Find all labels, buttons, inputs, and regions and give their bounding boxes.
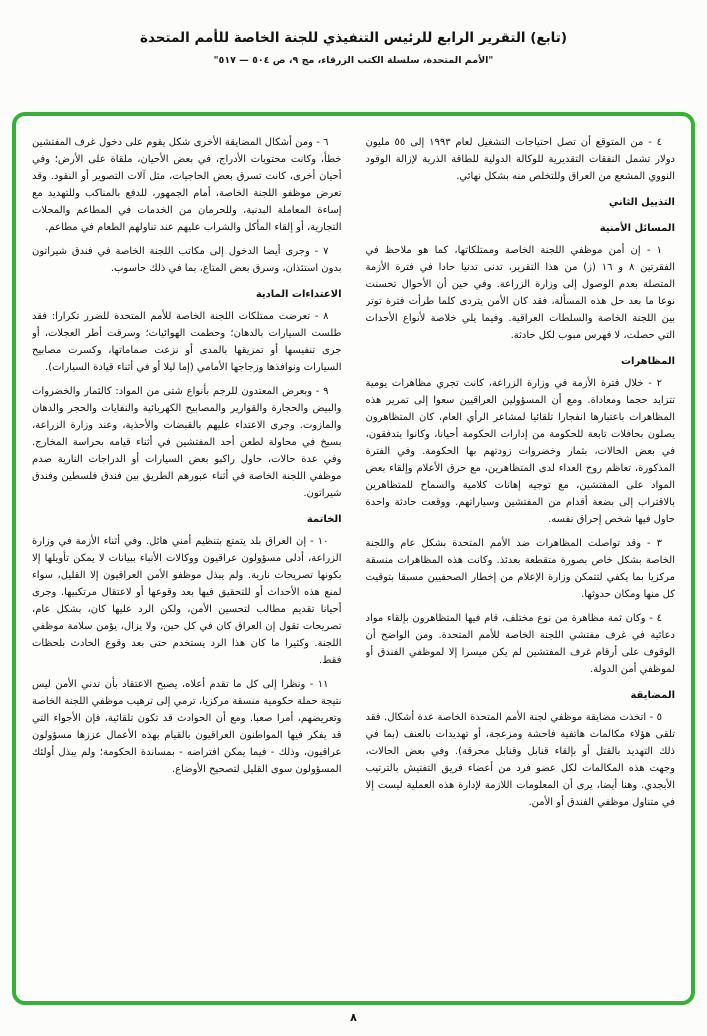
left-column: [32, 134, 342, 987]
page-number: ٨: [350, 1011, 357, 1024]
body-paragraph: ٩ - وبعرض المعتدون للرجم بأنواع شتى من المواد: كالثمار والخضروات والبيض والحجارة والقوارير والمصابيح الكهربائية والنفايات والحجر والدهان والمازوت. وجرى الاعتداء عليهم بالقبضات والأحذية، وعند وزارة الزراعة، بسيخ في محاولة لطعن أحد المفتشين في أثناء قيامه بحراسة المخارج. وفي عدة حالات، حاول راكبو بعض السيارات أو الدراجات النارية صدم موظفي اللجنة الخاصة في أثناء عبورهم الطريق بين فندق فلسطين وفندق شيراتون.: [32, 386, 342, 499]
body-paragraph: ٤ - وكان ثمة مظاهرة من نوع مختلف، قام فيها المتظاهرون بإلقاء مواد دعائية في غرف مفتشي اللجنة الخاصة للأمم المتحدة. ومن الواضح أن الوقوف على أرقام غرف المفتشين لم يكن ميسرا إلا لموظفي الفندق أو لموظفي أمن الدولة.: [365, 613, 675, 675]
section-heading: الاعتداءات المادية: [255, 289, 342, 300]
two-column-layout: [32, 134, 675, 987]
body-paragraph: ٣ - وقد تواصلت المظاهرات ضد الأمم المتحدة بشكل عام واللجنة الخاصة بشكل خاص بصورة متقطعة بعدئذ. وكانت هذه المظاهرات منسقة مركزيا بما يكفي لتتمكن وزارة الإعلام من إخطار الصحفيين مسبقا بتوقيت كل منها ومكان حدوثها.: [365, 538, 675, 600]
body-paragraph: ٦ - ومن أشكال المضايقة الأخرى شكل يقوم على دخول غرف المفتشين خطأ، وكانت محتويات الأدراج، في بعض الأحيان، ملقاة على الأرض؛ وفي أحيان أخرى، كانت تسرق بعض الحاجيات، مثل آلات التصوير أو النقود. وقد تعرض موظفو اللجنة الخاصة، أمام الجمهور، للدفع بالمناكب وللتهديد مع إساءة المعاملة البدنية، وللحرمان من الخدمات في المطاعم والمحلات التجارية، أو إلقاء المأكل والشراب عليهم عند تناولهم الطعام في مطاعم.: [32, 137, 342, 233]
body-paragraph: ٧ - وجرى أيضا الدخول إلى مكاتب اللجنة الخاصة في فندق شيراتون بدون استئذان، وسرق بعض المتاع، بما في ذلك حاسوب.: [32, 246, 342, 274]
page-header: [0, 30, 707, 66]
section-heading: التذييل الثاني: [608, 197, 675, 208]
section-heading: المسائل الأمنية: [599, 223, 675, 234]
body-paragraph: ١٠ - إن العراق بلد يتمتع بتنظيم أمني هائل. وفي أثناء الأزمة في وزارة الزراعة، أدلى مسؤولون عراقيون ووكالات الأنباء ببيانات لا يمكن تأويلها إلا بكونها تصريحات نارية. ولم يبذل موظفو الأمن العراقيون إلا القليل، سواء لمنع هذه الأحداث أو للتحقيق فيها بعد وقوعها أو لاعتقال مرتكبيها. وجرى أحيانا تقديم مطالب لتحسين الأمن، ولكن الرد عليها كان، بشكل عام، تصريحات تقول إن العراق كان في كل حين، ولا يزال، يؤمن سلامة موظفي اللجنة. وكثيرا ما كان هذا الرد يستخدم حتى بعد وقوع الحادث بلحظات فقط.: [32, 536, 342, 666]
body-paragraph: ٨ - تعرضت ممتلكات اللجنة الخاصة للأمم المتحدة للضرر تكرارا: فقد طلست السيارات بالدهان؛ وحطمت الهوائيات؛ وسرقت أطر العجلات، أو جرى تنفيسها أو تمزيقها بالمدى أو نزعت صماماتها، وكسرت مصابيح السيارات ونوافذها وزجاجها الأمامي (إما ليلا أو في أثناء قيادة السيارات).: [32, 311, 342, 373]
body-paragraph: ١ - إن أمن موظفي اللجنة الخاصة وممتلكاتها، كما هو ملاحظ في الفقرتين ٨ و ١٦ (ز) من هذا التقرير، تدنى تدنيا حادا في فترة الأزمة المتصلة بعدم الوصول إلى وزارة الزراعة. وفي حين أن الأحوال تحسنت نوعا ما بعد حل هذه المسألة، فقد كان الأمن يتردى كلما طرأت فترة توتر بين اللجنة الخاصة والسلطات العراقية. وفيما يلي خلاصة لأنواع الأحداث التي حصلت، لا فهرس مبوب لكل حادثة.: [365, 245, 675, 341]
section-heading: الخاتمة: [306, 514, 342, 525]
report-title: (تابع) التقرير الرابع للرئيس التنفيذي للجنة الخاصة للأمم المتحدة: [139, 30, 567, 46]
body-paragraph: ٤ - من المتوقع أن تصل احتياجات التشغيل لعام ١٩٩٣ إلى ٥٥ مليون دولار تشمل النفقات التقديرية للوكالة الدولية للطاقة الذرية لإزالة الوقود النووي المشعع من العراق وللتخلص منه بشكل نهائي.: [365, 137, 675, 182]
source-citation: "الأمم المتحدة، سلسلة الكتب الزرقاء، مج ٩، ص ٥٠٤ — ٥١٧": [213, 55, 494, 66]
section-heading: المظاهرات: [620, 356, 675, 367]
body-paragraph: ٥ - اتخذت مضايقة موظفي لجنة الأمم المتحدة الخاصة عدة أشكال. فقد تلقى هؤلاء مكالمات هاتفية فاحشة ومزعجة، أو تهديدات بالعنف (بما في ذلك التهديد بالقتل أو بإلقاء قنابل وقنابل محرقة). وفي بعض الحالات، وجهت هذه المكالمات لكل عضو فرد من أعضاء فريق التفتيش بالترتيب الأبجدي. وهنا أيضا، يرى أن المعلومات اللازمة لإدارة هذه العملية ليست إلا في متناول موظفي الفندق أو الأمن.: [365, 712, 675, 808]
section-heading: المضايقة: [630, 690, 675, 701]
right-column: [366, 134, 676, 987]
content-frame: [12, 112, 695, 1005]
body-paragraph: ١١ - ونظرا إلى كل ما تقدم أعلاه، يصبح الاعتقاد بأن تدني الأمن ليس نتيجة حملة حكومية منسقة مركزيا، ترمي إلى ترهيب موظفي اللجنة الخاصة وتعريضهم، أمرا صعبا. ومع أن الحوادث قد تكون تلقائية، فإن الأجواء التي قد يفكر فيها المواطنون العراقيون بالقيام بهذه الأعمال عززها مسؤولون عراقيون، وذلك - فيما يمكن افتراضه - بمساندة الحكومة؛ ولم يبذل أولئك المسؤولون سوى القليل لتصحيح الأوضاع.: [32, 679, 342, 775]
body-paragraph: ٢ - خلال فترة الأزمة في وزارة الزراعة، كانت تجري مظاهرات يومية تتزايد حجما ومعاداة. ومع أن المسؤولين العراقيين سعوا إلى تمرير هذه المظاهرات باعتبارها انفجارا تلقائيا لمشاعر الرأي العام، كان المتظاهرون يصلون بحافلات تابعة للحكومة من إدارات الحكومة أحيانا، وكانوا يتدفقون، في بعض الحالات، بثمار وخضروات زودتهم بها الحكومة. وفي الفترة المذكورة، تعاظم روح العداء لدى المتظاهرين، مع حرق الأعلام وإلقاء بعض المواد على المفتشين، مع توجيه إهانات كلامية والسماح للمتظاهرين بالاقتراب إلى بضعة أقدام من المفتشين وسياراتهم. ووقعت حادثة واحدة حاول فيها شخص إحراق نفسه.: [365, 378, 675, 525]
